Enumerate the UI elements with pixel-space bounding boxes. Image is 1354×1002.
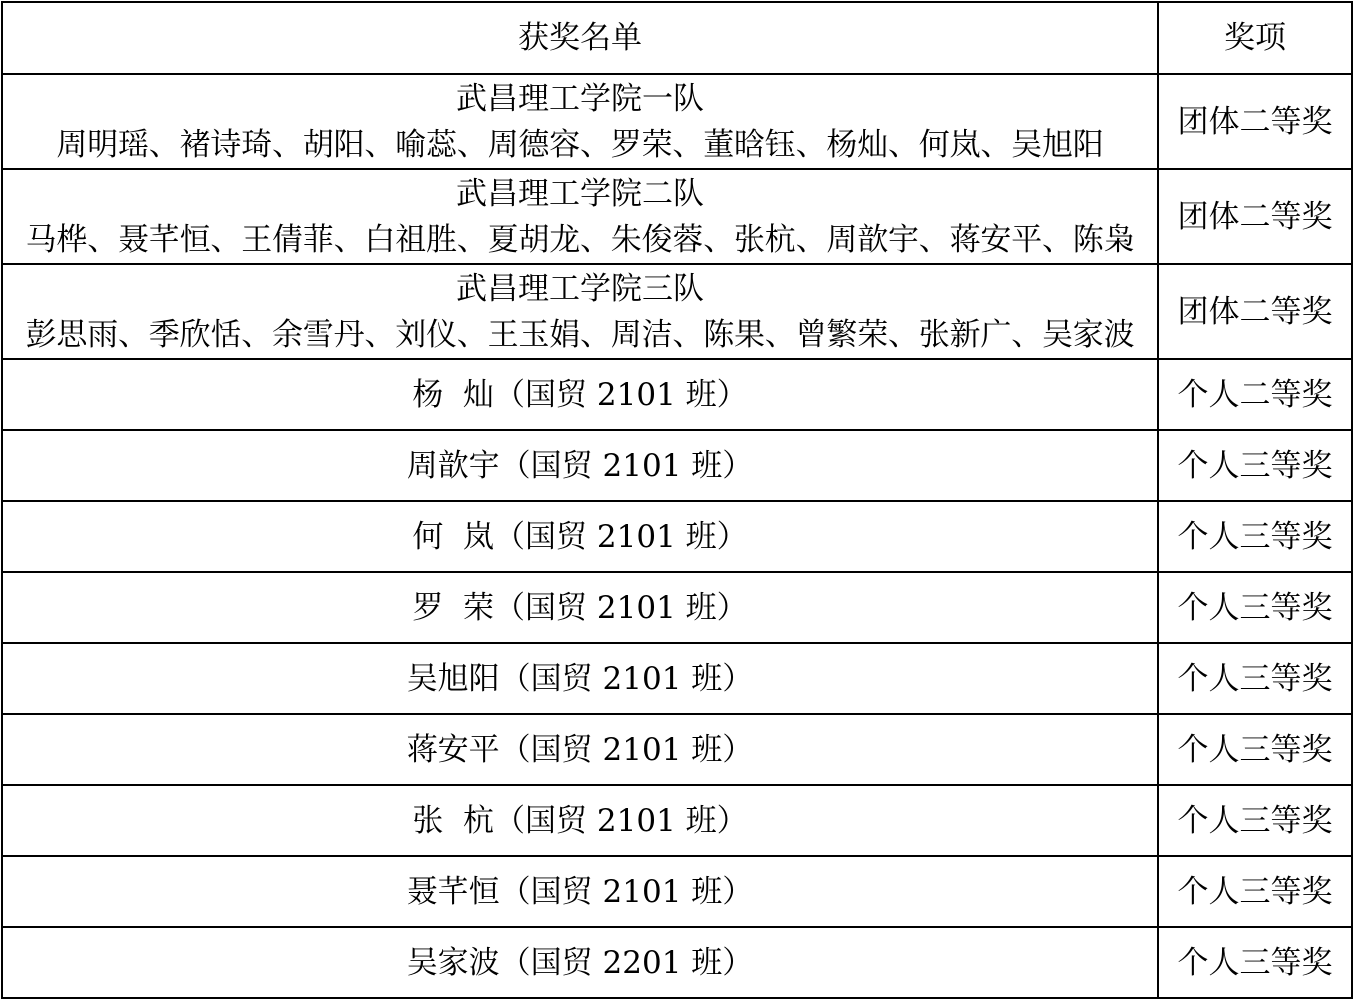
individual-row [2,572,1352,643]
individual-name-cell: 聂芊恒（国贸 2101 班） [2,856,1158,927]
individual-award-cell: 个人三等奖 [1158,785,1352,856]
team-members: 周明瑶、褚诗琦、胡阳、喻蕊、周德容、罗荣、董晗钰、杨灿、何岚、吴旭阳 [56,126,1104,163]
individual-award-cell: 个人三等奖 [1158,714,1352,785]
individual-row [2,359,1352,430]
individual-name-cell: 蒋安平（国贸 2101 班） [2,714,1158,785]
team-row [2,169,1352,264]
team-members: 彭思雨、季欣恬、余雪丹、刘仪、王玉娟、周洁、陈果、曾繁荣、张新广、吴家波 [25,316,1135,353]
team-cell [2,74,1158,169]
individual-award-cell: 个人三等奖 [1158,927,1352,998]
individual-name-cell: 杨 灿（国贸 2101 班） [2,359,1158,430]
individual-award-cell: 个人二等奖 [1158,359,1352,430]
individual-award-cell: 个人三等奖 [1158,430,1352,501]
individual-name-cell: 罗 荣（国贸 2101 班） [2,572,1158,643]
individual-row [2,856,1352,927]
header-names-cell: 获奖名单 [2,2,1158,74]
team-members: 马桦、聂芊恒、王倩菲、白祖胜、夏胡龙、朱俊蓉、张杭、周歆宇、蒋安平、陈枭 [25,221,1135,258]
team-name: 武昌理工学院一队 [456,80,704,117]
team-cell [2,264,1158,359]
individual-row [2,430,1352,501]
individual-award-cell: 个人三等奖 [1158,572,1352,643]
individual-name-cell: 周歆宇（国贸 2101 班） [2,430,1158,501]
awards-table [1,1,1353,999]
individual-award-cell: 个人三等奖 [1158,501,1352,572]
team-cell [2,169,1158,264]
individual-row [2,927,1352,998]
individual-award-cell: 个人三等奖 [1158,643,1352,714]
individual-row [2,643,1352,714]
individual-row [2,501,1352,572]
individual-name-cell: 何 岚（国贸 2101 班） [2,501,1158,572]
individual-row [2,785,1352,856]
team-name: 武昌理工学院二队 [456,175,704,212]
individual-name-cell: 张 杭（国贸 2101 班） [2,785,1158,856]
team-row [2,74,1352,169]
header-row [2,2,1352,74]
team-award-cell: 团体二等奖 [1158,169,1352,264]
individual-row [2,714,1352,785]
team-award-cell: 团体二等奖 [1158,74,1352,169]
team-name: 武昌理工学院三队 [456,270,704,307]
individual-name-cell: 吴旭阳（国贸 2101 班） [2,643,1158,714]
individual-award-cell: 个人三等奖 [1158,856,1352,927]
team-row [2,264,1352,359]
team-award-cell: 团体二等奖 [1158,264,1352,359]
header-award-cell: 奖项 [1158,2,1352,74]
individual-name-cell: 吴家波（国贸 2201 班） [2,927,1158,998]
